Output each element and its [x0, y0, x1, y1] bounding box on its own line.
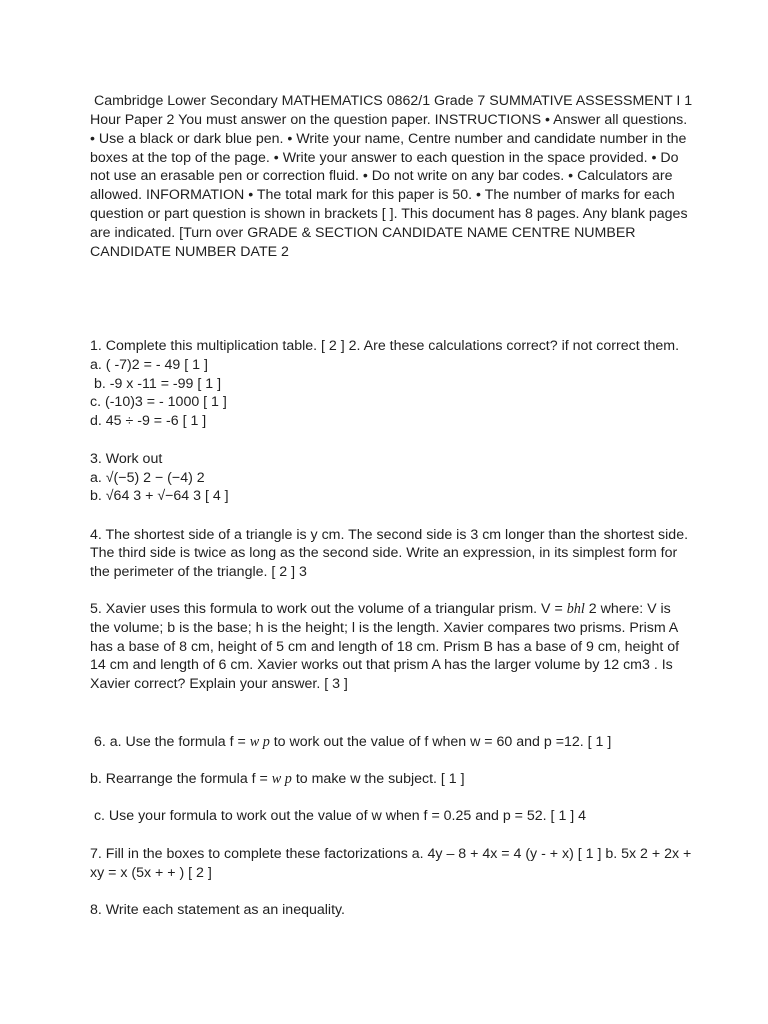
question-4-line-3: the perimeter of the triangle. [ 2 ] 3: [90, 564, 307, 580]
question-2d: d. 45 ÷ -9 = -6 [ 1 ]: [90, 413, 207, 429]
header-line-3: • Use a black or dark blue pen. • Write your name, Centre number and candidate number in the: [90, 131, 687, 147]
question-3b: b. √64 3 + √−64 3 [ 4 ]: [90, 488, 229, 504]
header-line-4: boxes at the top of the page. • Write your answer to each question in the space provided. • Do: [90, 150, 679, 166]
header-line-7: question or part question is shown in brackets [ ]. This document has 8 pages. Any blank pages: [90, 206, 688, 222]
question-2b: b. -9 x -11 = -99 [ 1 ]: [90, 376, 222, 392]
question-8: 8. Write each statement as an inequality.: [90, 902, 345, 918]
question-5-line-3: has a base of 8 cm, height of 5 cm and length of 18 cm. Prism B has a base of 9 cm, height of: [90, 639, 680, 655]
volume-formula: bhl: [566, 601, 585, 617]
question-1-2: 1. Complete this multiplication table. [ 2 ] 2. Are these calculations correct? if not correct them.: [90, 338, 680, 354]
question-6a-text: 6. a. Use the formula f =: [90, 734, 250, 750]
header-line-6: allowed. INFORMATION • The total mark for this paper is 50. • The number of marks for each: [90, 187, 675, 203]
formula-6b: w p: [271, 771, 292, 787]
header-line-5: not use an erasable pen or correction fluid. • Do not write on any bar codes. • Calculators are: [90, 168, 673, 184]
question-3a: a. √(−5) 2 − (−4) 2: [90, 470, 205, 486]
question-5-line-4: 14 cm and length of 6 cm. Xavier works out that prism A has the larger volume by 12 cm3 . Is: [90, 657, 673, 673]
question-5-line-1: [90, 600, 671, 619]
header-line-2: Hour Paper 2 You must answer on the question paper. INSTRUCTIONS • Answer all questions.: [90, 112, 688, 128]
question-6a: [90, 733, 611, 752]
question-6b-text: b. Rearrange the formula f =: [90, 771, 272, 787]
question-5-line-2: the volume; b is the base; h is the height; l is the length. Xavier compares two prisms. Prism A: [90, 620, 679, 636]
formula-6a: w p: [249, 734, 270, 750]
question-3-title: 3. Work out: [90, 451, 163, 467]
question-6b-text-end: to make w the subject. [ 1 ]: [291, 771, 465, 787]
question-6c: c. Use your formula to work out the value of w when f = 0.25 and p = 52. [ 1 ] 4: [90, 808, 587, 824]
header-line-8: are indicated. [Turn over GRADE & SECTION CANDIDATE NAME CENTRE NUMBER: [90, 225, 636, 241]
question-5-text: 5. Xavier uses this formula to work out the volume of a triangular prism. V =: [90, 601, 567, 617]
header-line-9: CANDIDATE NUMBER DATE 2: [90, 244, 289, 260]
question-5-text-end: 2 where: V is: [584, 601, 671, 617]
question-5-line-5: Xavier correct? Explain your answer. [ 3 ]: [90, 676, 348, 692]
question-7-line-2: xy = x (5x + + ) [ 2 ]: [90, 865, 212, 881]
question-7-line-1: 7. Fill in the boxes to complete these factorizations a. 4y – 8 + 4x = 4 (y - + x) [ 1 ] b. 5x 2 + 2x +: [90, 846, 692, 862]
question-6a-text-end: to work out the value of f when w = 60 and p =12. [ 1 ]: [269, 734, 612, 750]
question-2c: c. (-10)3 = - 1000 [ 1 ]: [90, 394, 227, 410]
question-6b: [90, 770, 465, 789]
header-line-1: Cambridge Lower Secondary MATHEMATICS 0862/1 Grade 7 SUMMATIVE ASSESSMENT I 1: [90, 93, 693, 109]
question-4-line-2: The third side is twice as long as the second side. Write an expression, in its simplest form for: [90, 545, 678, 561]
question-2a: a. ( -7)2 = - 49 [ 1 ]: [90, 357, 208, 373]
question-4-line-1: 4. The shortest side of a triangle is y cm. The second side is 3 cm longer than the shortest side.: [90, 527, 689, 543]
